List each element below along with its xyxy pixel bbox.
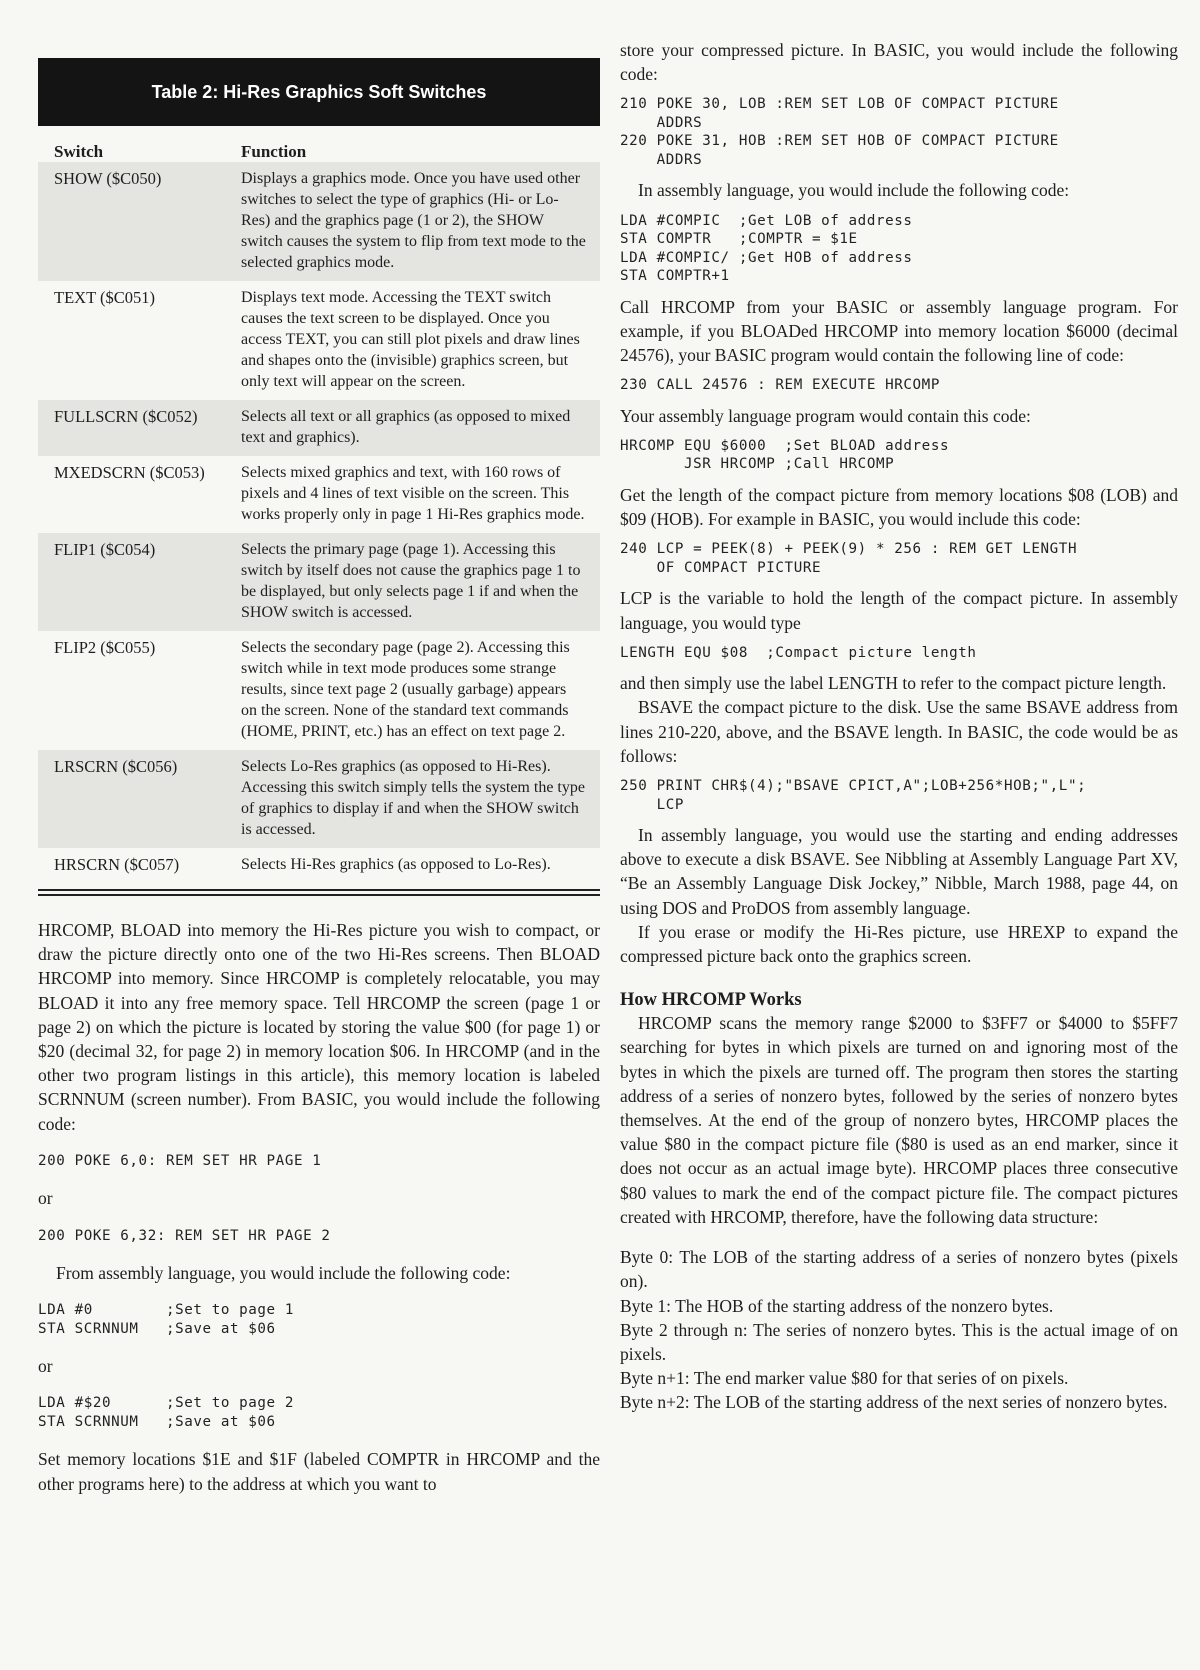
byte-item: Byte 1: The HOB of the starting address of the nonzero bytes. xyxy=(620,1295,1054,1316)
header-function: Function xyxy=(241,142,307,161)
byte-item: Byte n+2: The LOB of the starting address of the next series of nonzero bytes. xyxy=(620,1392,1168,1413)
code-block: 240 LCP = PEEK(8) + PEEK(9) * 256 : REM GET LENGTH OF COMPACT PICTURE xyxy=(620,541,1078,576)
body-paragraph: LCP is the variable to hold the length of the compact picture. In assembly language, you would type xyxy=(620,588,1178,633)
switch-cell: LRSCRN ($C056) xyxy=(54,757,178,776)
table-row xyxy=(38,456,600,533)
table-row xyxy=(38,533,600,631)
body-paragraph: From assembly language, you would include the following code: xyxy=(56,1263,511,1284)
body-paragraph: In assembly language, you would include the following code: xyxy=(638,180,1070,201)
right-column xyxy=(620,38,1178,1415)
soft-switches-table xyxy=(38,58,600,896)
table-row xyxy=(38,162,600,281)
body-paragraph: Set memory locations $1E and $1F (labeled COMPTR in HRCOMP and the other programs here) to the address at which you want to xyxy=(38,1449,600,1494)
code-block: 200 POKE 6,32: REM SET HR PAGE 2 xyxy=(38,1227,331,1244)
function-cell: Selects the secondary page (page 2). Accessing this switch while in text mode produces some strange results, since text page 2 (usually garbage) appears on the screen. None of the standard text commands (HOME, PRINT, etc.) has an effect on text page 2. xyxy=(241,639,570,740)
function-cell: Selects the primary page (page 1). Accessing this switch by itself does not cause the graphics page 1 to be displayed, but only selects page 1 if and when the SHOW switch is accessed. xyxy=(241,541,581,621)
code-block: 200 POKE 6,0: REM SET HR PAGE 1 xyxy=(38,1152,322,1169)
body-paragraph: HRCOMP scans the memory range $2000 to $3FF7 or $4000 to $5FF7 searching for bytes in which pixels are turned on and ignoring most of the bytes in which the pixels are turned off. The program then stores the starting address of a series of nonzero bytes, followed by the series of nonzero bytes themselves. At the end of the group of nonzero bytes, HRCOMP places the value $80 in the compact picture file ($80 is used as an end marker, since it does not occur as an actual image byte). HRCOMP places three consecutive $80 values to mark the end of the compact picture file. The compact pictures created with HRCOMP, therefore, have the following data structure: xyxy=(620,1013,1178,1227)
body-paragraph: In assembly language, you would use the starting and ending addresses above to execute a disk BSAVE. See Nibbling at Assembly Language Part XV, “Be an Assembly Language Disk Jockey,” Nibble, March 1988, page 44, on using DOS and ProDOS from assembly language. xyxy=(620,825,1178,918)
table-row xyxy=(38,848,600,883)
function-cell: Displays a graphics mode. Once you have used other switches to select the type of graphics (Hi- or Lo-Res) and the graphics page (1 or 2), the SHOW switch causes the system to flip from text mode to the selected graphics mode. xyxy=(241,170,586,271)
byte-item: Byte n+1: The end marker value $80 for that series of on pixels. xyxy=(620,1368,1069,1389)
code-block: LDA #0 ;Set to page 1 STA SCRNNUM ;Save at $06 xyxy=(38,1302,294,1337)
or-text: or xyxy=(38,1188,53,1209)
function-cell: Selects Lo-Res graphics (as opposed to Hi-Res). Accessing this switch simply tells the system the type of graphics to display if and when the SHOW switch is accessed. xyxy=(241,758,585,838)
function-cell: Selects all text or all graphics (as opposed to mixed text and graphics). xyxy=(241,408,571,446)
code-block: LENGTH EQU $08 ;Compact picture length xyxy=(620,644,977,661)
byte-item: Byte 0: The LOB of the starting address of a series of nonzero bytes (pixels on). xyxy=(620,1247,1178,1292)
body-paragraph: Your assembly language program would contain this code: xyxy=(620,405,1031,426)
header-switch: Switch xyxy=(54,142,104,161)
table-end-rule xyxy=(38,889,600,896)
byte-item: Byte 2 through n: The series of nonzero bytes. This is the actual image of on pixels. xyxy=(620,1319,1178,1364)
switch-cell: MXEDSCRN ($C053) xyxy=(54,463,205,482)
switch-cell: TEXT ($C051) xyxy=(54,288,155,307)
code-block: 210 POKE 30, LOB :REM SET LOB OF COMPACT PICTURE ADDRS 220 POKE 31, HOB :REM SET HOB OF COMPACT PICTURE ADDRS xyxy=(620,96,1059,168)
table-title: Table 2: Hi-Res Graphics Soft Switches xyxy=(38,58,600,126)
or-text: or xyxy=(38,1356,53,1377)
table-row xyxy=(38,281,600,400)
body-paragraph: If you erase or modify the Hi-Res picture, use HREXP to expand the compressed picture back onto the graphics screen. xyxy=(620,921,1178,967)
switch-cell: FLIP2 ($C055) xyxy=(54,638,156,657)
code-block: 230 CALL 24576 : REM EXECUTE HRCOMP xyxy=(620,377,940,394)
code-block: 250 PRINT CHR$(4);"BSAVE CPICT,A";LOB+256*HOB;",L"; LCP xyxy=(620,778,1087,813)
body-paragraph: Call HRCOMP from your BASIC or assembly language program. For example, if you BLOADed HRCOMP into memory location $6000 (decimal 24576), your BASIC program would contain the following line of code: xyxy=(620,296,1178,366)
section-heading: How HRCOMP Works xyxy=(620,990,802,1011)
table-header xyxy=(38,126,600,162)
table-row xyxy=(38,631,600,750)
function-cell: Selects mixed graphics and text, with 160 rows of pixels and 4 lines of text visible on the screen. This works properly only in page 1 Hi-Res graphics mode. xyxy=(241,464,585,523)
body-paragraph: store your compressed picture. In BASIC, you would include the following code: xyxy=(620,40,1178,85)
switch-cell: SHOW ($C050) xyxy=(54,169,162,188)
body-paragraph: and then simply use the label LENGTH to refer to the compact picture length. xyxy=(620,673,1167,694)
code-block: LDA #COMPIC ;Get LOB of address STA COMPTR ;COMPTR = $1E LDA #COMPIC/ ;Get HOB of address STA COMPTR+1 xyxy=(620,212,913,285)
function-cell: Selects Hi-Res graphics (as opposed to Lo-Res). xyxy=(241,856,551,873)
code-block: LDA #$20 ;Set to page 2 STA SCRNNUM ;Save at $06 xyxy=(38,1395,294,1430)
body-paragraph: HRCOMP, BLOAD into memory the Hi-Res picture you wish to compact, or draw the picture directly onto one of the two Hi-Res screens. Then BLOAD HRCOMP into memory. Since HRCOMP is completely relocatable, you may BLOAD it into any free memory space. Tell HRCOMP the screen (page 1 or page 2) on which the picture is located by storing the value $00 (for page 1) or $20 (decimal 32, for page 2) in memory location $06. In HRCOMP (and in the other two program listings in this article), this memory location is labeled SCRNNUM (screen number). From BASIC, you would include the following code: xyxy=(38,920,600,1134)
switch-cell: FULLSCRN ($C052) xyxy=(54,407,198,426)
switch-cell: HRSCRN ($C057) xyxy=(54,855,180,874)
code-block: HRCOMP EQU $6000 ;Set BLOAD address JSR HRCOMP ;Call HRCOMP xyxy=(620,437,950,473)
left-column xyxy=(38,58,600,1496)
body-paragraph: BSAVE the compact picture to the disk. Use the same BSAVE address from lines 210-220, above, and the BSAVE length. In BASIC, the code would be as follows: xyxy=(620,697,1178,766)
function-cell: Displays text mode. Accessing the TEXT switch causes the text screen to be displayed. Once you access TEXT, you can still plot pixels and draw lines and shapes onto the (invisible) graphics screen, but only text will appear on the screen. xyxy=(241,289,580,390)
table-row xyxy=(38,750,600,848)
table-row xyxy=(38,400,600,456)
body-paragraph: Get the length of the compact picture from memory locations $08 (LOB) and $09 (HOB). For example in BASIC, you would include this code: xyxy=(620,484,1178,530)
switch-cell: FLIP1 ($C054) xyxy=(54,540,156,559)
